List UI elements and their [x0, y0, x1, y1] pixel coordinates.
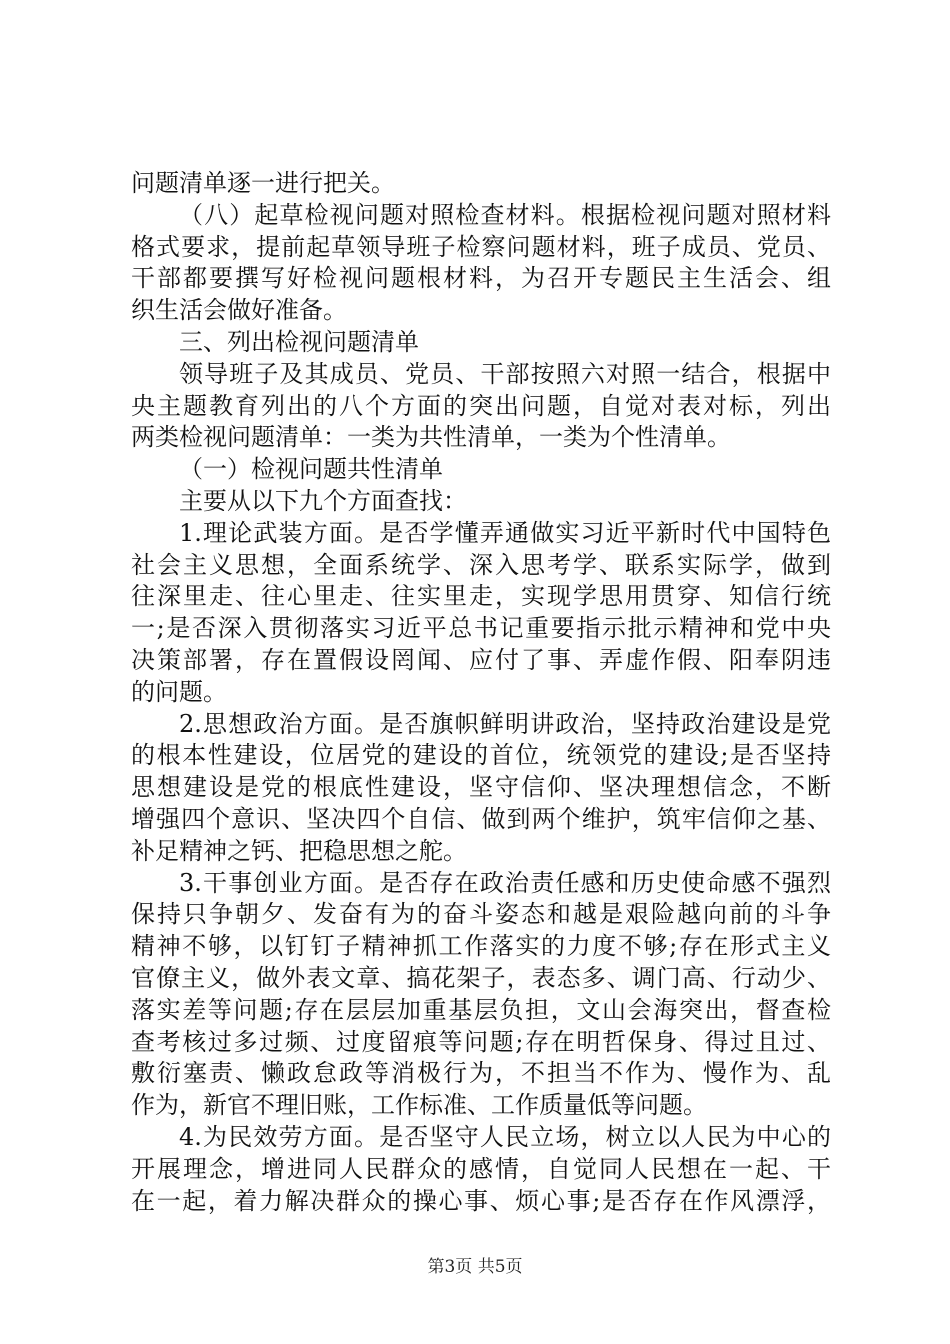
text-line: 精神不够，以钉钉子精神抓工作落实的力度不够;存在形式主义 — [131, 932, 831, 961]
text-line: 开展理念，增进同人民群众的感情，自觉同人民想在一起、干 — [131, 1154, 831, 1183]
paragraph — [131, 518, 831, 709]
text-line: （八）起草检视问题对照检查材料。根据检视问题对照材料 — [179, 200, 831, 229]
text-line: 补足精神之钙、把稳思想之舵。 — [131, 836, 467, 865]
text-line: 官僚主义，做外表文章、搞花架子，表态多、调门高、行动少、 — [131, 963, 831, 992]
paragraph — [131, 168, 831, 200]
text-line: 一;是否深入贯彻落实习近平总书记重要指示批示精神和党中央 — [131, 614, 831, 643]
paragraph — [131, 359, 831, 454]
text-line: 增强四个意识、坚决四个自信、做到两个维护，筑牢信仰之基、 — [131, 804, 831, 833]
text-line: 的根本性建设，位居党的建设的首位，统领党的建设;是否坚持 — [131, 741, 831, 770]
paragraph — [131, 200, 831, 327]
text-line: 织生活会做好准备。 — [131, 296, 347, 325]
subsection-heading — [131, 454, 831, 486]
text-line: （一）检视问题共性清单 — [179, 455, 443, 484]
text-line: 落实差等问题;存在层层加重基层负担，文山会海突出，督查检 — [131, 995, 831, 1024]
text-line: 社会主义思想，全面系统学、深入思考学、联系实际学，做到 — [131, 550, 831, 579]
text-line: 领导班子及其成员、党员、干部按照六对照一结合，根据中 — [179, 359, 831, 388]
paragraph — [131, 868, 831, 1122]
text-line: 两类检视问题清单：一类为共性清单，一类为个性清单。 — [131, 423, 731, 452]
text-line: 保持只争朝夕、发奋有为的奋斗姿态和越是艰险越向前的斗争 — [131, 900, 831, 929]
text-line: 作为，新官不理旧账，工作标准、工作质量低等问题。 — [131, 1091, 707, 1120]
text-line: 3.干事创业方面。是否存在政治责任感和历史使命感不强烈 — [179, 868, 831, 897]
text-line: 思想建设是党的根底性建设，坚守信仰、坚决理想信念，不断 — [131, 773, 831, 802]
section-heading — [131, 327, 831, 359]
paragraph — [131, 486, 831, 518]
text-line: 2.思想政治方面。是否旗帜鲜明讲政治，坚持政治建设是党 — [179, 709, 831, 738]
text-line: 在一起，着力解决群众的操心事、烦心事;是否存在作风漂浮， — [131, 1186, 831, 1215]
text-line: 格式要求，提前起草领导班子检察问题材料，班子成员、党员、 — [131, 232, 831, 261]
text-line: 1.理论武装方面。是否学懂弄通做实习近平新时代中国特色 — [179, 518, 831, 547]
text-line: 敷衍塞责、懒政怠政等消极行为，不担当不作为、慢作为、乱 — [131, 1059, 831, 1088]
text-line: 往深里走、往心里走、往实里走，实现学思用贯穿、知信行统 — [131, 582, 831, 611]
paragraph — [131, 1122, 831, 1217]
page-number: 第3页 共5页 — [427, 1257, 523, 1277]
document-body — [131, 168, 831, 1217]
text-line: 4.为民效劳方面。是否坚守人民立场，树立以人民为中心的 — [179, 1122, 831, 1151]
text-line: 决策部署，存在置假设罔闻、应付了事、弄虚作假、阳奉阴违 — [131, 645, 831, 674]
text-line: 查考核过多过频、过度留痕等问题;存在明哲保身、得过且过、 — [131, 1027, 831, 1056]
text-line: 干部都要撰写好检视问题根材料，为召开专题民主生活会、组 — [131, 264, 831, 293]
text-line: 问题清单逐一进行把关。 — [131, 169, 395, 197]
paragraph — [131, 709, 831, 868]
text-line: 的问题。 — [131, 677, 227, 706]
text-line: 央主题教育列出的八个方面的突出问题，自觉对表对标，列出 — [131, 391, 831, 420]
text-line: 三、列出检视问题清单 — [179, 327, 419, 356]
text-line: 主要从以下九个方面查找： — [179, 486, 467, 515]
